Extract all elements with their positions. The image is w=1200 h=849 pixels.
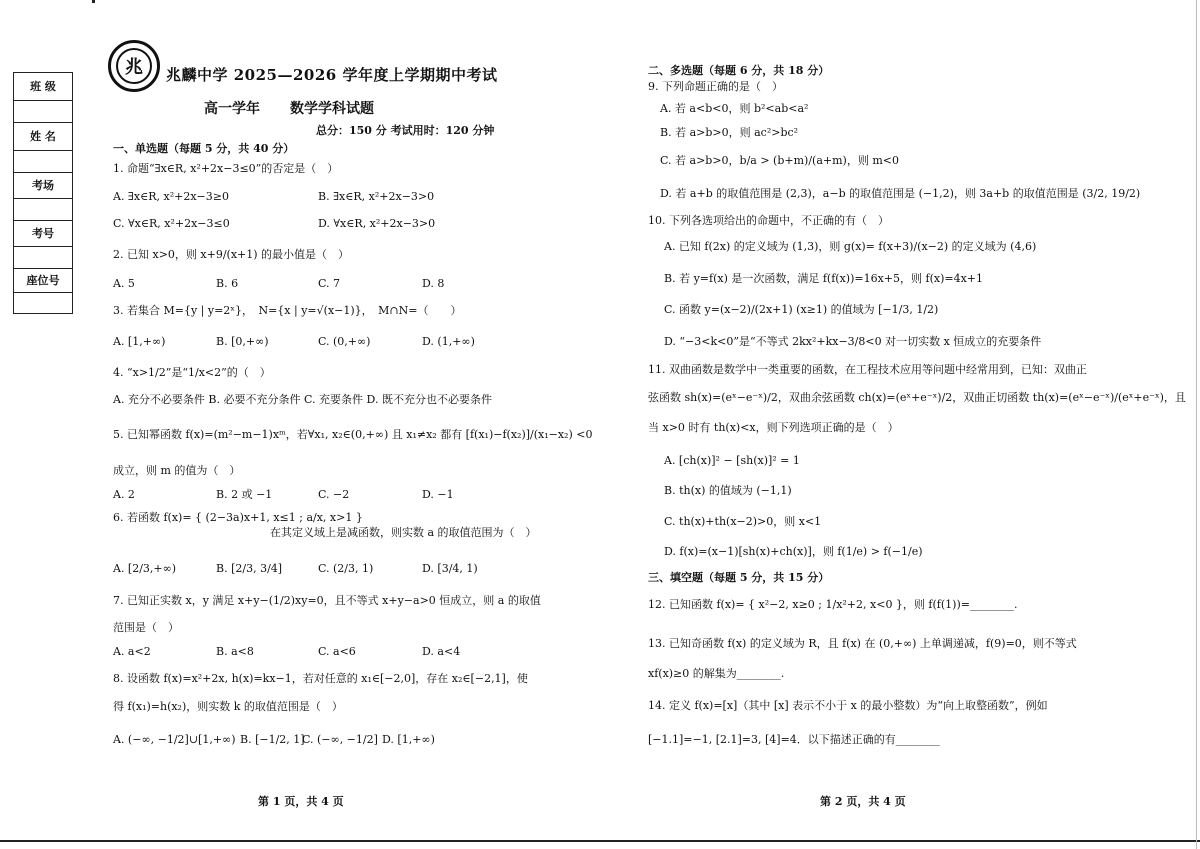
q11-option-b: B. th(x) 的值域为 (−1,1)	[664, 484, 792, 497]
question-11-cont1: 弦函数 sh(x)=(eˣ−e⁻ˣ)/2，双曲余弦函数 ch(x)=(eˣ+e⁻ˣ)/2，双曲正切函数 th(x)=(eˣ−e⁻ˣ)/(eˣ+e⁻ˣ)，且	[648, 391, 1186, 404]
scan-mark	[92, 0, 95, 3]
q8-option-c: C. (−∞, −1/2]	[302, 733, 378, 746]
section-single-choice: 一、单选题（每题 5 分，共 40 分）	[113, 142, 295, 155]
question-3: 3. 若集合 M={y | y=2ˣ}， N={x | y=√(x−1)}， M∩N=（ ）	[113, 304, 462, 317]
q5-option-c: C. −2	[318, 488, 350, 501]
q1-option-c: C. ∀x∈R, x²+2x−3≤0	[113, 217, 230, 230]
q10-option-b: B. 若 y=f(x) 是一次函数，满足 f(f(x))=16x+5，则 f(x)=4x+1	[664, 272, 983, 285]
school-logo	[108, 40, 160, 92]
q8-option-d: D. [1,+∞)	[382, 733, 435, 746]
q6-option-d: D. [3/4, 1)	[422, 562, 478, 575]
logo-emblem	[116, 48, 152, 84]
q7-option-a: A. a<2	[113, 645, 151, 658]
question-8-cont: 得 f(x₁)=h(x₂)，则实数 k 的取值范围是（ ）	[113, 700, 343, 713]
q9-option-d: D. 若 a+b 的取值范围是 (2,3)，a−b 的取值范围是 (−1,2)，则 3a+b 的取值范围是 (3/2, 19/2)	[660, 187, 1141, 200]
q11-option-d: D. f(x)=(x−1)[sh(x)+ch(x)]，则 f(1/e) > f(−1/e)	[664, 545, 923, 558]
question-5-cont: 成立，则 m 的值为（ ）	[113, 464, 241, 477]
q1-option-b: B. ∃x∈R, x²+2x−3>0	[318, 190, 435, 203]
q8-option-a: A. (−∞, −1/2]∪[1,+∞)	[113, 733, 236, 746]
name-blank	[14, 151, 72, 173]
class-blank	[14, 101, 72, 123]
question-14: 14. 定义 f(x)=[x]（其中 [x] 表示不小于 x 的最小整数）为“向上取整函数”，例如	[648, 699, 1048, 712]
seat-field	[14, 269, 72, 293]
q7-option-b: B. a<8	[216, 645, 254, 658]
question-2: 2. 已知 x>0，则 x+9/(x+1) 的最小值是（ ）	[113, 248, 350, 261]
question-6-cont: 在其定义域上是减函数，则实数 a 的取值范围为（ ）	[270, 526, 537, 539]
q6-option-a: A. [2/3,+∞)	[113, 562, 177, 575]
name-field	[14, 123, 72, 151]
q10-option-a: A. 已知 f(2x) 的定义域为 (1,3)，则 g(x)= f(x+3)/(x−2) 的定义域为 (4,6)	[664, 240, 1037, 253]
page-2-footer: 第 2 页，共 4 页	[820, 795, 906, 808]
q8-option-b: B. [−1/2, 1]	[240, 733, 305, 746]
name-label: 姓 名	[30, 130, 56, 143]
question-11-cont2: 当 x>0 时有 th(x)<x，则下列选项正确的是（ ）	[648, 421, 899, 434]
q3-option-c: C. (0,+∞)	[318, 335, 371, 348]
section-multi-choice: 二、多选题（每题 6 分，共 18 分）	[648, 64, 830, 77]
page-1-footer: 第 1 页，共 4 页	[258, 795, 344, 808]
question-13: 13. 已知奇函数 f(x) 的定义域为 R，且 f(x) 在 (0,+∞) 上单调递减，f(9)=0，则不等式	[648, 637, 1077, 650]
exam-room-blank	[14, 199, 72, 221]
question-10: 10. 下列各选项给出的命题中，不正确的有（ ）	[648, 214, 889, 227]
q1-option-d: D. ∀x∈R, x²+2x−3>0	[318, 217, 436, 230]
logo-glyph: 兆	[125, 57, 143, 78]
question-12: 12. 已知函数 f(x)= { x²−2, x≥0 ; 1/x²+2, x<0 }，则 f(f(1))=________.	[648, 598, 1018, 611]
question-14-cont: [−1.1]=−1, [2.1]=3, [4]=4．以下描述正确的有________	[648, 733, 940, 746]
exam-meta: 总分：150 分 考试用时：120 分钟	[316, 124, 495, 137]
q10-option-c: C. 函数 y=(x−2)/(2x+1) (x≥1) 的值域为 [−1/3, 1/2)	[664, 303, 939, 316]
question-5: 5. 已知幂函数 f(x)=(m²−m−1)xᵐ，若∀x₁, x₂∈(0,+∞) 且 x₁≠x₂ 都有 [f(x₁)−f(x₂)]/(x₁−x₂) <0	[113, 428, 593, 441]
exam-number-blank	[14, 247, 72, 269]
question-9: 9. 下列命题正确的是（ ）	[648, 80, 783, 93]
exam-room-field	[14, 173, 72, 199]
q9-option-c: C. 若 a>b>0，b/a > (b+m)/(a+m)，则 m<0	[660, 154, 899, 167]
q5-option-a: A. 2	[113, 488, 135, 501]
question-4: 4. “x>1/2”是“1/x<2”的（ ）	[113, 366, 271, 379]
question-7-cont: 范围是（ ）	[113, 621, 179, 634]
question-1: 1. 命题“∃x∈R, x²+2x−3≤0”的否定是（ ）	[113, 162, 339, 175]
section-fill-blank: 三、填空题（每题 5 分，共 15 分）	[648, 571, 830, 584]
class-label: 班 级	[30, 80, 56, 93]
exam-number-label: 考号	[32, 227, 54, 240]
q7-option-c: C. a<6	[318, 645, 356, 658]
q3-option-a: A. [1,+∞)	[113, 335, 166, 348]
q11-option-c: C. th(x)+th(x−2)>0，则 x<1	[664, 515, 822, 528]
q4-options: A. 充分不必要条件 B. 必要不充分条件 C. 充要条件 D. 既不充分也不必要条件	[113, 393, 492, 406]
exam-number-field	[14, 221, 72, 247]
question-8: 8. 设函数 f(x)=x²+2x, h(x)=kx−1，若对任意的 x₁∈[−2,0]，存在 x₂∈[−2,1]，使	[113, 672, 528, 685]
question-6: 6. 若函数 f(x)= { (2−3a)x+1, x≤1 ; a/x, x>1 }	[113, 511, 363, 524]
q5-option-b: B. 2 或 −1	[216, 488, 273, 501]
q5-option-d: D. −1	[422, 488, 454, 501]
q1-option-a: A. ∃x∈R, x²+2x−3≥0	[113, 190, 229, 203]
class-field	[14, 73, 72, 101]
q9-option-a: A. 若 a<b<0，则 b²<ab<a²	[660, 102, 809, 115]
q9-option-b: B. 若 a>b>0，则 ac²>bc²	[660, 126, 799, 139]
q7-option-d: D. a<4	[422, 645, 461, 658]
right-edge	[1196, 0, 1197, 849]
exam-title: 兆麟中学 2025—2026 学年度上学期期中考试	[166, 66, 498, 84]
q6-option-b: B. [2/3, 3/4]	[216, 562, 283, 575]
question-11: 11. 双曲函数是数学中一类重要的函数，在工程技术应用等问题中经常用到，已知：双曲正	[648, 363, 1087, 376]
question-13-cont: xf(x)≥0 的解集为________.	[648, 667, 785, 680]
q11-option-a: A. [ch(x)]² − [sh(x)]² = 1	[664, 454, 800, 467]
q2-option-c: C. 7	[318, 277, 341, 290]
student-info-table	[13, 72, 73, 314]
question-7: 7. 已知正实数 x，y 满足 x+y−(1/2)xy=0，且不等式 x+y−a>0 恒成立，则 a 的取值	[113, 594, 541, 607]
q2-option-b: B. 6	[216, 277, 239, 290]
q10-option-d: D. “−3<k<0”是“不等式 2kx²+kx−3/8<0 对一切实数 x 恒成立的充要条件	[664, 335, 1042, 348]
q2-option-a: A. 5	[113, 277, 135, 290]
subject-label: 数学学科试题	[290, 101, 374, 117]
bottom-border	[0, 840, 1200, 842]
grade-label: 高一学年	[204, 101, 260, 117]
q3-option-d: D. (1,+∞)	[422, 335, 475, 348]
q6-option-c: C. (2/3, 1)	[318, 562, 374, 575]
seat-label: 座位号	[26, 274, 60, 287]
q3-option-b: B. [0,+∞)	[216, 335, 269, 348]
exam-room-label: 考场	[32, 179, 54, 192]
q2-option-d: D. 8	[422, 277, 445, 290]
